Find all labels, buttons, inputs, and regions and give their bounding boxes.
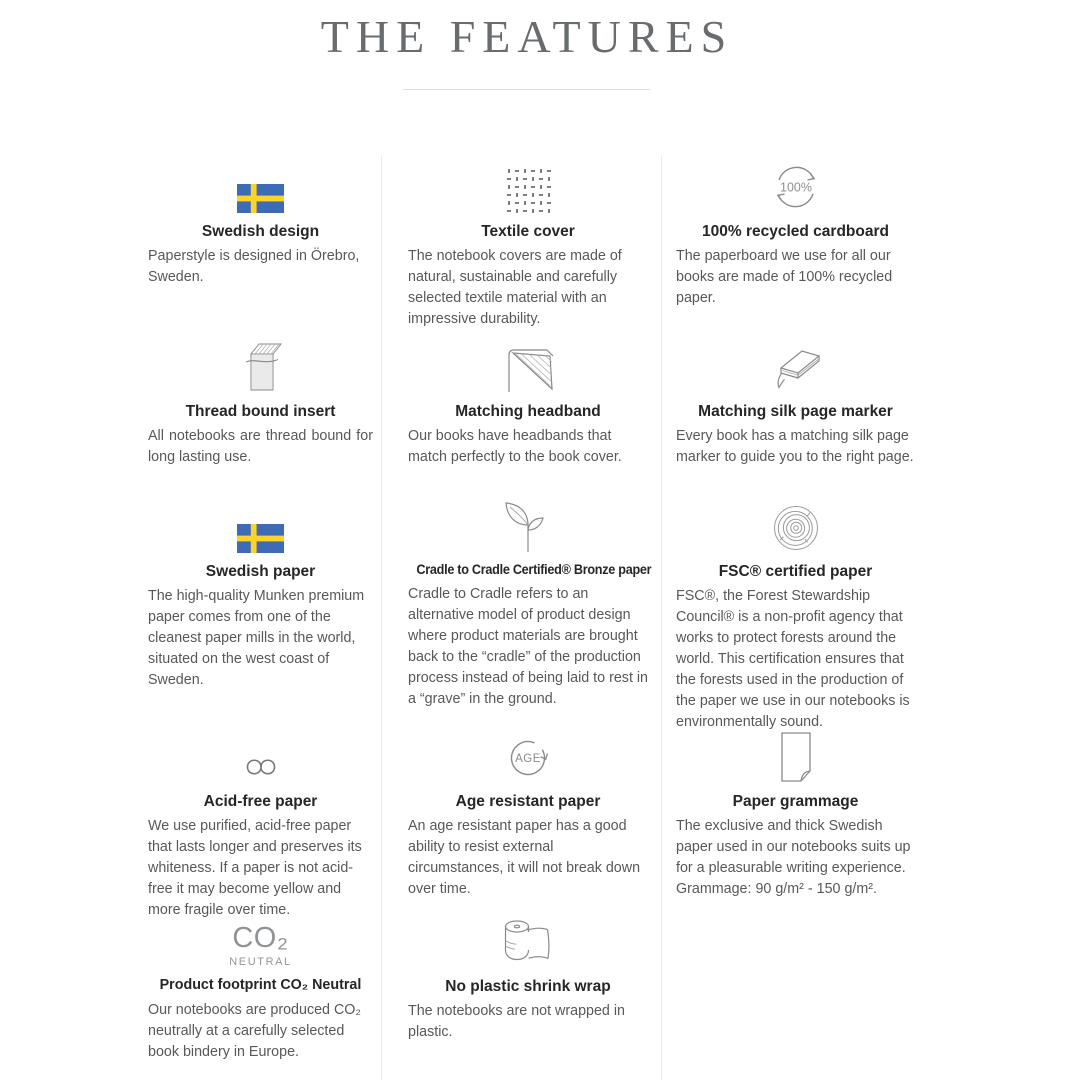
feature-body: FSC®, the Forest Stewardship Council® is a non-profit agency that works to protect forests around the world. This certification ensures that the forests used in the production of the paper we use in our notebooks is environmentally sound. — [676, 588, 910, 731]
plastic-roll-icon — [408, 910, 648, 968]
feature-title: 100% recycled cardboard — [702, 223, 889, 240]
feature-title: Swedish paper — [205, 563, 316, 580]
thread-bound-icon — [148, 335, 373, 393]
paper-sheet-icon — [676, 725, 915, 783]
feature-title: Textile cover — [481, 223, 575, 240]
feature-cradle-to-cradle — [381, 495, 662, 725]
feature-body: Our books have headbands that match perfectly to the book cover. — [408, 428, 622, 466]
feature-body: The exclusive and thick Swedish paper used in our notebooks suits up for a pleasurable writing experience. Grammage: 90 g/m² - 150 g/m². — [676, 818, 911, 898]
feature-acid-free — [127, 725, 381, 919]
feature-recycled-cardboard — [662, 155, 919, 335]
co2-neutral-icon — [148, 910, 373, 968]
feature-title: FSC® certified paper — [718, 563, 873, 580]
empty-cell — [662, 910, 919, 1080]
feature-paper-grammage — [662, 725, 919, 910]
tree-rings-icon — [676, 495, 915, 553]
silk-page-marker-icon — [676, 335, 915, 393]
feature-body: An age resistant paper has a good ability to resist external circumstances, it will not break down over time. — [408, 818, 641, 898]
feature-body: The notebook covers are made of natural, sustainable and carefully selected textile material with an impressive durability. — [408, 248, 622, 328]
feature-no-plastic — [381, 910, 662, 1080]
svg-text:100%: 100% — [779, 180, 812, 195]
recycled-100-icon — [676, 155, 915, 213]
feature-body: The paperboard we use for all our books are made of 100% recycled paper. — [676, 248, 893, 307]
feature-title: Cradle to Cradle Certified® Bronze paper — [416, 562, 652, 577]
sprout-icon — [408, 495, 648, 553]
page-title: THE FEATURES — [320, 11, 734, 62]
feature-body: Paperstyle is designed in Örebro, Sweden. — [148, 248, 360, 286]
feature-title: Matching silk page marker — [698, 403, 893, 420]
feature-title: Age resistant paper — [455, 793, 601, 810]
headband-icon — [408, 335, 648, 393]
feature-body: Cradle to Cradle refers to an alternative model of product design where product materials are brought back to the “cradle” of the production process instead of being laid to rest in a “grave” in the ground. — [408, 585, 649, 707]
age-resistant-icon — [408, 725, 648, 783]
feature-body: We use purified, acid-free paper that lasts longer and preserves its whiteness. If a paper is not acid-free it may become yellow and more fragile over time. — [148, 818, 362, 919]
feature-body: The notebooks are not wrapped in plastic. — [408, 1003, 625, 1041]
feature-title: Matching headband — [455, 403, 601, 420]
svg-text:AGE: AGE — [515, 753, 541, 765]
infinity-icon — [148, 725, 373, 783]
feature-silk-page-marker — [662, 335, 919, 495]
features-section — [127, 155, 919, 1080]
co2-sublabel: NEUTRAL — [229, 956, 292, 968]
title-divider — [403, 89, 650, 90]
feature-co2-neutral — [127, 910, 381, 1080]
feature-body: Our notebooks are produced CO₂ neutrally at a carefully selected book bindery in Europe. — [148, 1001, 361, 1060]
feature-swedish-design — [127, 155, 381, 335]
co2-label: CO₂ — [232, 922, 289, 954]
feature-matching-headband — [381, 335, 662, 495]
feature-title: Thread bound insert — [185, 403, 336, 420]
feature-title: Acid-free paper — [203, 793, 318, 810]
feature-thread-bound — [127, 335, 381, 495]
swedish-flag-icon — [148, 495, 373, 553]
feature-fsc-certified — [662, 495, 919, 731]
feature-textile-cover — [381, 155, 662, 335]
feature-title: Swedish design — [201, 223, 320, 240]
swedish-flag-icon — [148, 155, 373, 213]
feature-title: Product footprint CO₂ Neutral — [159, 977, 362, 993]
feature-title: No plastic shrink wrap — [445, 978, 611, 995]
feature-body: Every book has a matching silk page marker to guide you to the right page. — [676, 428, 914, 466]
textile-weave-icon — [408, 155, 648, 213]
feature-body: All notebooks are thread bound for long lasting use. — [148, 428, 373, 466]
feature-age-resistant — [381, 725, 662, 910]
feature-body: The high-quality Munken premium paper comes from one of the cleanest paper mills in the world, situated on the west coast of Sweden. — [148, 588, 365, 689]
feature-title: Paper grammage — [732, 793, 859, 810]
feature-swedish-paper — [127, 495, 381, 725]
